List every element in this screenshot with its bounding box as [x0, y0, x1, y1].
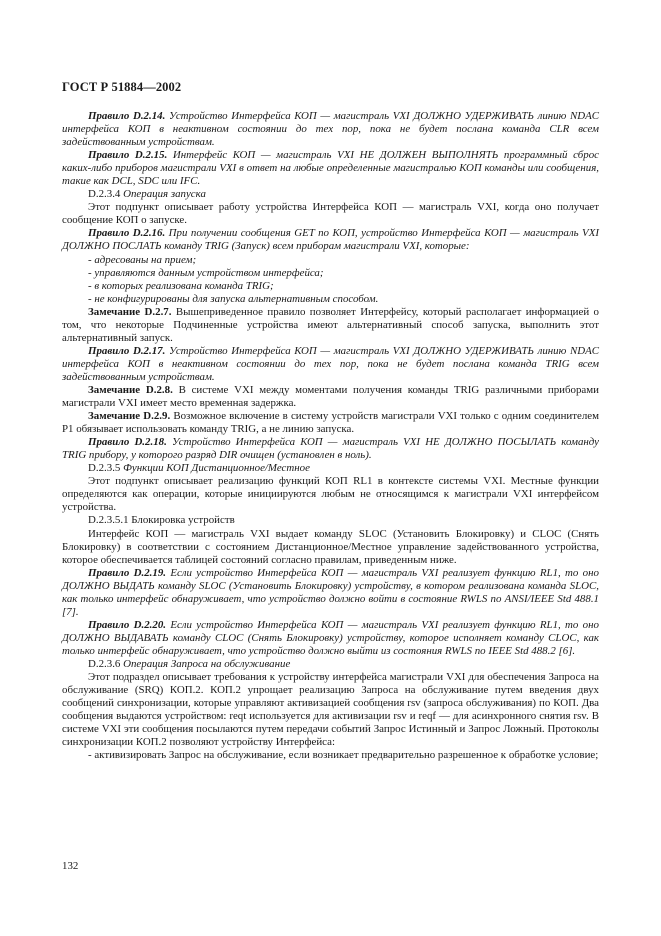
paragraph-19 [62, 619, 599, 658]
paragraph-lead: Правило D.2.15. [88, 149, 168, 162]
paragraph-lead: Замечание D.2.7. [88, 305, 172, 318]
paragraph-20 [62, 658, 599, 671]
paragraph-text: Операция запуска [123, 188, 206, 201]
paragraph-lead: Замечание D.2.9. [88, 410, 171, 423]
paragraph-text: Интерфейс КОП — магистраль VXI выдает команду SLOC (Установить Блокировку) и CLOC (Снять Блокировку) в соответствии с состоянием Дистанционное/Местное управление задействованного устройства, которое обеспечивается таблицей состояний согласно правилам, приведенным ниже. [62, 527, 599, 566]
paragraph-5 [62, 254, 599, 267]
paragraph-text: Вышеприведенное правило позволяет Интерфейсу, который располагает информацией о том, что некоторые Подчиненные устройства имеют альтернативный способ запуска, выполнить этот альтернативный запуск. [62, 305, 599, 344]
paragraph-9 [62, 306, 599, 345]
paragraph-22 [62, 749, 599, 762]
paragraph-lead: Правило D.2.17. [88, 344, 166, 357]
paragraph-text: - адресованы на прием; [88, 253, 197, 266]
paragraph-text: При получении сообщения GET по КОП, устройство Интерфейса КОП — магистраль VXI ДОЛЖНО ПОСЛАТЬ команду TRIG (Запуск) всем приборам магистрали VXI, которые: [62, 227, 599, 253]
paragraph-18 [62, 567, 599, 619]
paragraph-lead: Правило D.2.14. [88, 110, 166, 122]
paragraph-text: Устройство Интерфейса КОП — магистраль VXI ДОЛЖНО УДЕРЖИВАТЬ линию NDAC интерфейса КОП в неактивном состоянии до тех пор, пока не будет послана команда CLR всем задействованным устройствам. [62, 110, 599, 149]
paragraph-text: - не конфигурированы для запуска альтернативным способом. [88, 292, 379, 305]
paragraph-text: - активизировать Запрос на обслуживание, если возникает предварительно разрешенное к обработке условие; [88, 749, 599, 762]
paragraph-15 [62, 475, 599, 514]
paragraph-14 [62, 462, 599, 475]
paragraph-text: Если устройство Интерфейса КОП — магистраль VXI реализует функцию RL1, то оно ДОЛЖНО ВЫДАТЬ команду SLOC (Установить Блокировку) устройству, в котором реализована команда SLOC, как только интерфейс обнаруживает, что устройство должно войти в состояние RWLS по ANSI/IEEE Std 488.1 [7]. [62, 566, 599, 618]
paragraph-17 [62, 528, 599, 567]
paragraph-text: Устройство Интерфейса КОП — магистраль VXI НЕ ДОЛЖНО ПОСЫЛАТЬ команду TRIG прибору, у которого разряд DIR очищен (установлен в ноль). [62, 436, 599, 462]
paragraph-lead: D.2.3.5.1 [88, 514, 129, 527]
page-number: 132 [62, 860, 79, 872]
paragraph-text: Блокировка устройств [131, 514, 235, 527]
paragraph-11 [62, 384, 599, 410]
paragraph-12 [62, 410, 599, 436]
paragraph-text: Этот подпункт описывает работу устройства Интерфейса КОП — магистраль VXI, когда оно получает сообщение КОП о запуске. [62, 201, 599, 227]
paragraph-7 [62, 280, 599, 293]
paragraph-1 [62, 149, 599, 188]
paragraph-text: Операция Запроса на обслуживание [123, 657, 291, 670]
paragraph-lead: D.2.3.6 [88, 657, 121, 670]
paragraph-text: Этот подпункт описывает реализацию функций КОП RL1 в контексте системы VXI. Местные функции определяются как операции, которые инициируются любым не относящимся к магистрали VXI интерфейсом устройства. [62, 475, 599, 514]
paragraph-3 [62, 201, 599, 227]
document-header: ГОСТ Р 51884—2002 [62, 80, 182, 94]
paragraph-text: - в которых реализована команда TRIG; [88, 279, 274, 292]
document-body [62, 110, 599, 762]
paragraph-text: Этот подраздел описывает требования к устройству интерфейса магистрали VXI для обеспечения Запроса на обслуживание (SRQ) КОП.2. КОП.2 упрощает реализацию Запроса на обслуживание путем введения двух сообщений синхронизации, которые управляют активизацией сообщения rsv (запроса обслуживания) по КОП. Два сообщения выдаются устройством: reqt используется для активизации rsv и reqf — для асинхронного снятия rsv. В системе VXI эти сообщения посылаются путем передачи событий Запрос Истинный и Запрос Ложный. Протоколы синхронизации КОП.2 позволяют устройству Интерфейса: [62, 671, 599, 749]
paragraph-text: В системе VXI между моментами получения команды TRIG различными приборами магистрали VXI имеет место временная задержка. [62, 383, 599, 410]
paragraph-10 [62, 345, 599, 384]
paragraph-21 [62, 671, 599, 749]
paragraph-lead: Правило D.2.16. [88, 227, 166, 240]
paragraph-text: Интерфейс КОП — магистраль VXI НЕ ДОЛЖЕН ВЫПОЛНЯТЬ программный сброс каких-либо приборов магистрали VXI в ответ на любые определенные магистралью КОП команды или сообщения, такие как DCL, SDC или IFC. [62, 149, 599, 188]
paragraph-text: Возможное включение в систему устройств магистрали VXI только с одним соединителем P1 обязывает использовать команду TRIG, а не линию запуска. [62, 410, 599, 436]
paragraph-2 [62, 188, 599, 201]
paragraph-16 [62, 514, 599, 527]
paragraph-lead: D.2.3.4 [88, 188, 121, 201]
paragraph-0 [62, 110, 599, 149]
paragraph-lead: D.2.3.5 [88, 462, 121, 475]
paragraph-lead: Замечание D.2.8. [88, 383, 173, 396]
paragraph-lead: Правило D.2.19. [88, 566, 166, 579]
paragraph-text: Устройство Интерфейса КОП — магистраль VXI ДОЛЖНО УДЕРЖИВАТЬ линию NDAC интерфейса КОП в неактивном состоянии до тех пор, пока не будет послана команда TRIG всем задействованным устройствам. [62, 344, 599, 383]
paragraph-text: - управляются данным устройством интерфейса; [88, 266, 324, 279]
paragraph-6 [62, 267, 599, 280]
paragraph-text: Функции КОП Дистанционное/Местное [123, 462, 310, 475]
paragraph-text: Если устройство Интерфейса КОП — магистраль VXI реализует функцию RL1, то оно ДОЛЖНО ВЫДАВАТЬ команду CLOC (Снять Блокировку) устройству, которое исполняет команду CLOC, как только интерфейс обнаруживает, что устройство должно выйти из состояния RWLS по IEEE Std 488.2 [6]. [62, 618, 599, 657]
paragraph-lead: Правило D.2.20. [88, 618, 166, 631]
paragraph-lead: Правило D.2.18. [88, 436, 167, 449]
paragraph-13 [62, 436, 599, 462]
paragraph-4 [62, 227, 599, 253]
paragraph-8 [62, 293, 599, 306]
